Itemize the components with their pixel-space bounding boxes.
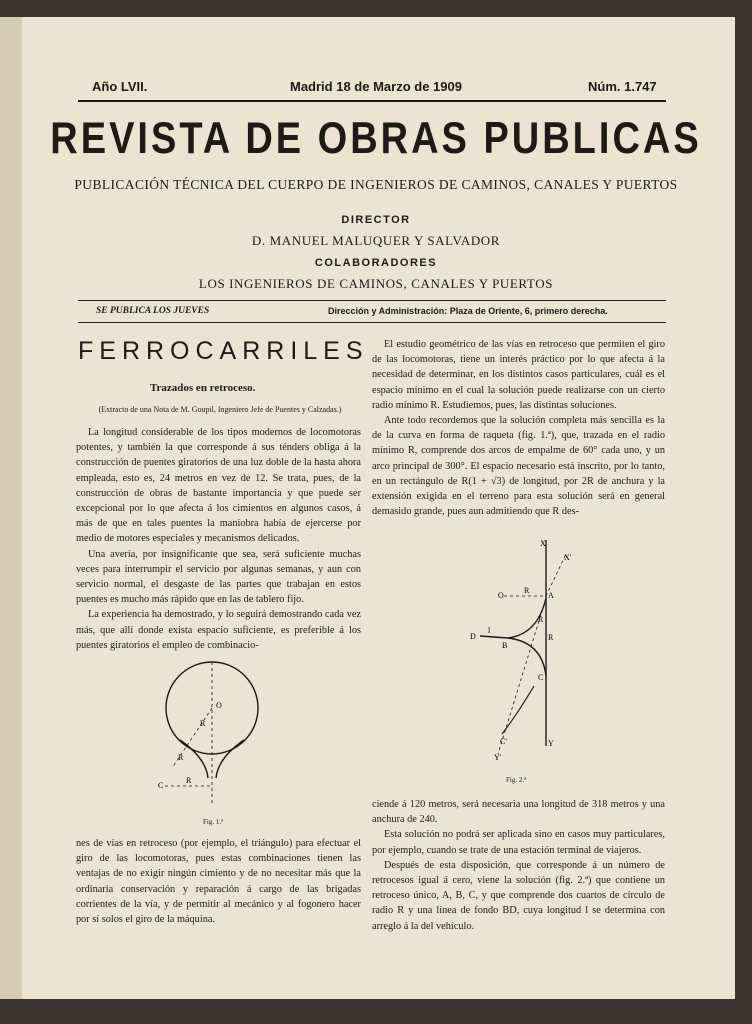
fig1-label: C: [158, 781, 164, 790]
fig2-label: O: [498, 591, 504, 600]
fig2-label: C': [500, 737, 507, 746]
header-rule: [78, 100, 666, 102]
fig2-label: A: [548, 591, 554, 600]
left-column-text: [76, 425, 361, 653]
paragraph: Una avería, por insignificante que sea, será suficiente muchas veces para interrumpir el servicio por algunas semanas, y aun con servicio normal, el desgaste de las partes que trabajan en estos puentes es mucho más rápido que en las de tablero fijo.: [76, 548, 361, 606]
paragraph: La longitud considerable de los tipos modernos de locomotoras potentes, y también la que corresponde á sus ténders obliga á la construcción de puentes giratorios de una luz doble de la hasta ahora empleada, esto es, 24 metros en vez de 12. Se trata, pues, de la construcción de obras de bastante importancia y que puede ser excepcional por lo que afecta á los cimientos en algunos casos, á más de que en tales puentes la maniobra había de ejercerse por medio de motores especiales y mecanismos delicados.: [76, 427, 361, 545]
fig2-label: C: [538, 673, 544, 682]
fig2-label: X': [564, 553, 572, 562]
article-heading: Trazados en retroceso.: [150, 382, 256, 394]
left-column-bottom-text: [76, 836, 361, 927]
figure-1-caption: Fig. 1.ª: [203, 818, 224, 826]
journal-subtitle: PUBLICACIÓN TÉCNICA DEL CUERPO DE INGENIEROS DE CAMINOS, CANALES Y PUERTOS: [74, 177, 678, 192]
paragraph: Esta solución no podrá ser aplicada sino en casos muy particulares, por ejemplo, cuando se trate de una estación terminal de viajeros.: [372, 829, 665, 856]
paragraph: ciende á 120 metros, será necesaria una longitud de 318 metros y una anchura de 240.: [372, 799, 665, 826]
right-column-bottom-text: [372, 797, 665, 934]
fig2-label: R: [548, 633, 554, 642]
publication-day: SE PUBLICA LOS JUEVES: [96, 306, 210, 316]
article-note: (Extracto de una Nota de M. Goupil, Ingeniero Jefe de Puentes y Calzadas.): [98, 405, 342, 414]
paragraph: nes de vías en retroceso (por ejemplo, el triángulo) para efectuar el giro de las locomotoras, pues estas combinaciones tienen las ventajas de no exigir ningún cimiento y de no necesitar más que la ordinaria conservación y reparación á cargo de las brigadas corrientes de la vía, y de permitir al mecánico y al fogonero hacer por sí solos el giro de la máquina.: [76, 838, 361, 926]
collaborators-names: LOS INGENIEROS DE CAMINOS, CANALES Y PUERTOS: [198, 276, 554, 291]
fig2-label: R: [538, 615, 544, 624]
paragraph: El estudio geométrico de las vías en retroceso que permiten el giro de las locomotoras, tiene un interés práctico por lo que afecta á la necesidad de determinar, en los distintos casos particulares, cuál es el espacio mínimo en el cual la solución puede realizarse con un cierto radio mínimo R. Estudiemos, pues, las distintas soluciones.: [372, 339, 665, 411]
figure-1-racquet-curve: [150, 656, 280, 826]
fig2-label: l: [488, 626, 491, 635]
fig1-label: O: [216, 701, 222, 710]
paragraph: Ante todo recordemos que la solución completa más sencilla es la de la curva en forma de raqueta (fig. 1.ª), que, trazada en el radio mínimo R, comprende dos arcos de empalme de 60° cada uno, y un arco principal de 300°. El espacio necesario está inscrito, por lo tanto, en un rectángulo de R(1 + √3) de longitud, por 2R de anchura y la extensión exigida en el terreno para esta solución será en general demasido grande, pues aun admitiendo que R des-: [372, 415, 665, 518]
fig2-label: X: [540, 539, 546, 548]
fig2-label: D: [470, 632, 476, 641]
collaborators-label: COLABORADORES: [314, 257, 438, 269]
administration-address: Dirección y Administración: Plaza de Oriente, 6, primero derecha.: [328, 306, 608, 316]
fig1-label: R: [200, 719, 206, 728]
journal-title: REVISTA DE OBRAS PUBLICAS: [50, 114, 702, 164]
fig2-label: R: [524, 586, 530, 595]
section-title: FERROCARRILES: [78, 337, 369, 365]
fig1-label: R: [186, 776, 192, 785]
fig2-label: Y': [494, 753, 502, 762]
fig2-label: Y: [548, 739, 554, 748]
figure-2-single-reverse: [468, 536, 598, 786]
issue-date: Madrid 18 de Marzo de 1909: [290, 79, 462, 94]
paragraph: La experiencia ha demostrado, y lo seguirá demostrando cada vez más, que allí donde exista espacio suficiente, es preferible á los puentes giratorios el empleo de combinacio-: [76, 609, 361, 651]
right-column-text: [372, 337, 665, 519]
paragraph: Después de esta disposición, que corresponde á un número de retrocesos igual á cero, viene la solución (fig. 2.ª) que contiene un retroceso único, A, B, C, y que comprende dos cuartos de círculo de radio R y una línea de fondo BD, cuya longitud l se determina con arreglo á la del vehículo.: [372, 859, 665, 932]
info-rule-top: [78, 300, 666, 301]
figure-2-caption: Fig. 2.ª: [506, 776, 527, 784]
info-rule-bottom: [78, 322, 666, 323]
director-label: DIRECTOR: [341, 214, 411, 226]
issue-number: Núm. 1.747: [588, 79, 657, 94]
director-name: D. MANUEL MALUQUER Y SALVADOR: [251, 233, 501, 248]
issue-year: Año LVII.: [92, 79, 148, 94]
fig2-label: B: [502, 641, 508, 650]
fig1-label: R: [178, 753, 184, 762]
